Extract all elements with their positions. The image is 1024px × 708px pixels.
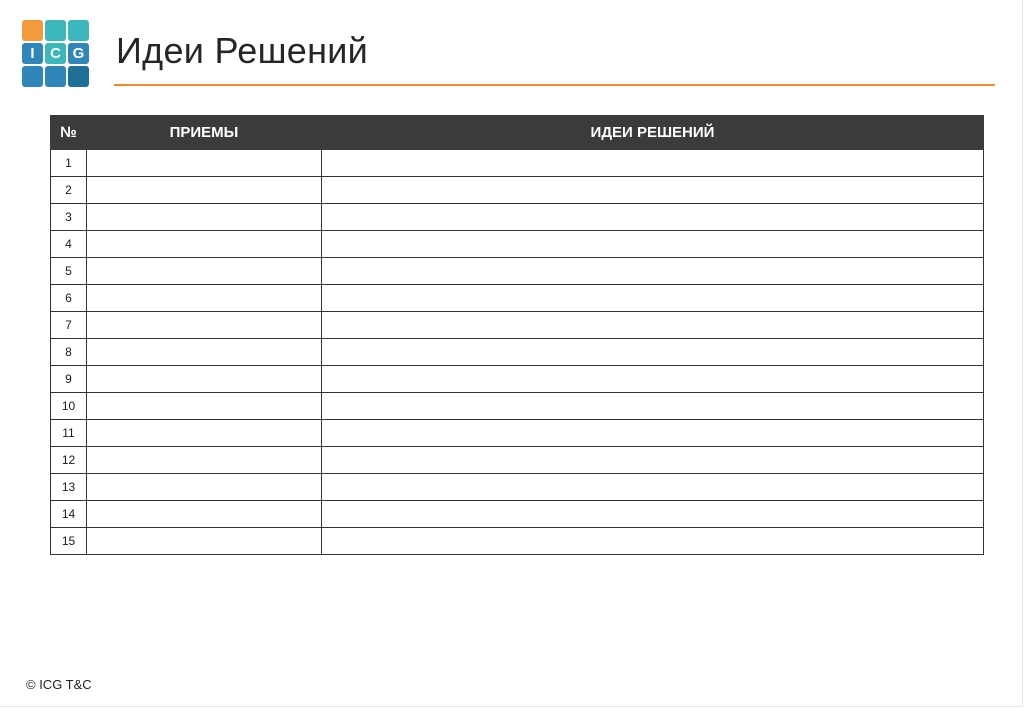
- table-row: [51, 312, 984, 339]
- technique-cell[interactable]: [87, 339, 322, 366]
- row-number-cell: 15: [51, 528, 87, 555]
- technique-cell[interactable]: [87, 420, 322, 447]
- logo-tile-letter-c: [45, 43, 66, 64]
- idea-cell[interactable]: [322, 528, 984, 555]
- logo-tile-orange: [22, 20, 43, 41]
- idea-cell[interactable]: [322, 258, 984, 285]
- idea-cell[interactable]: [322, 420, 984, 447]
- column-header-solution-ideas: ИДЕИ РЕШЕНИЙ: [322, 116, 984, 150]
- table-row: [51, 366, 984, 393]
- table-row: [51, 231, 984, 258]
- row-number-cell: 3: [51, 204, 87, 231]
- logo-tile-letter-i: [22, 43, 43, 64]
- idea-cell[interactable]: [322, 231, 984, 258]
- table-row: [51, 420, 984, 447]
- technique-cell[interactable]: [87, 312, 322, 339]
- idea-cell[interactable]: [322, 366, 984, 393]
- technique-cell[interactable]: [87, 447, 322, 474]
- column-header-number: №: [51, 116, 87, 150]
- idea-cell[interactable]: [322, 312, 984, 339]
- idea-cell[interactable]: [322, 393, 984, 420]
- row-number-cell: 8: [51, 339, 87, 366]
- row-number-cell: 4: [51, 231, 87, 258]
- table-row: [51, 204, 984, 231]
- table-row: [51, 150, 984, 177]
- row-number-cell: 2: [51, 177, 87, 204]
- row-number-cell: 12: [51, 447, 87, 474]
- idea-cell[interactable]: [322, 150, 984, 177]
- technique-cell[interactable]: [87, 177, 322, 204]
- idea-cell[interactable]: [322, 204, 984, 231]
- idea-cell[interactable]: [322, 447, 984, 474]
- logo-tile-bottom-left: [22, 66, 43, 87]
- table-row: [51, 501, 984, 528]
- ideas-table: [50, 115, 984, 555]
- row-number-cell: 7: [51, 312, 87, 339]
- row-number-cell: 9: [51, 366, 87, 393]
- technique-cell[interactable]: [87, 204, 322, 231]
- column-header-techniques: ПРИЕМЫ: [87, 116, 322, 150]
- row-number-cell: 6: [51, 285, 87, 312]
- idea-cell[interactable]: [322, 474, 984, 501]
- idea-cell[interactable]: [322, 501, 984, 528]
- row-number-cell: 13: [51, 474, 87, 501]
- technique-cell[interactable]: [87, 528, 322, 555]
- idea-cell[interactable]: [322, 177, 984, 204]
- row-number-cell: 14: [51, 501, 87, 528]
- logo-tile-bottom-middle: [45, 66, 66, 87]
- icg-logo: [22, 20, 90, 88]
- technique-cell[interactable]: [87, 231, 322, 258]
- table-row: [51, 285, 984, 312]
- idea-cell[interactable]: [322, 285, 984, 312]
- table-row: [51, 474, 984, 501]
- logo-tile-teal-top-right: [68, 20, 89, 41]
- table-row: [51, 393, 984, 420]
- table-row: [51, 177, 984, 204]
- logo-letter-c: C: [50, 45, 61, 62]
- logo-tile-letter-g: [68, 43, 89, 64]
- logo-letter-g: G: [72, 45, 85, 62]
- technique-cell[interactable]: [87, 366, 322, 393]
- copyright-footer: © ICG T&C: [26, 677, 92, 692]
- row-number-cell: 1: [51, 150, 87, 177]
- row-number-cell: 10: [51, 393, 87, 420]
- title-underline: [114, 84, 995, 86]
- technique-cell[interactable]: [87, 393, 322, 420]
- page-title: Идеи Решений: [116, 30, 369, 71]
- technique-cell[interactable]: [87, 285, 322, 312]
- logo-letter-i: I: [30, 45, 35, 62]
- row-number-cell: 5: [51, 258, 87, 285]
- table-row: [51, 258, 984, 285]
- technique-cell[interactable]: [87, 258, 322, 285]
- logo-tile-bottom-right: [68, 66, 89, 87]
- technique-cell[interactable]: [87, 150, 322, 177]
- technique-cell[interactable]: [87, 501, 322, 528]
- logo-tile-teal-top-middle: [45, 20, 66, 41]
- technique-cell[interactable]: [87, 474, 322, 501]
- table-row: [51, 528, 984, 555]
- table-row: [51, 447, 984, 474]
- idea-cell[interactable]: [322, 339, 984, 366]
- table-header-row: [51, 116, 984, 150]
- table-row: [51, 339, 984, 366]
- row-number-cell: 11: [51, 420, 87, 447]
